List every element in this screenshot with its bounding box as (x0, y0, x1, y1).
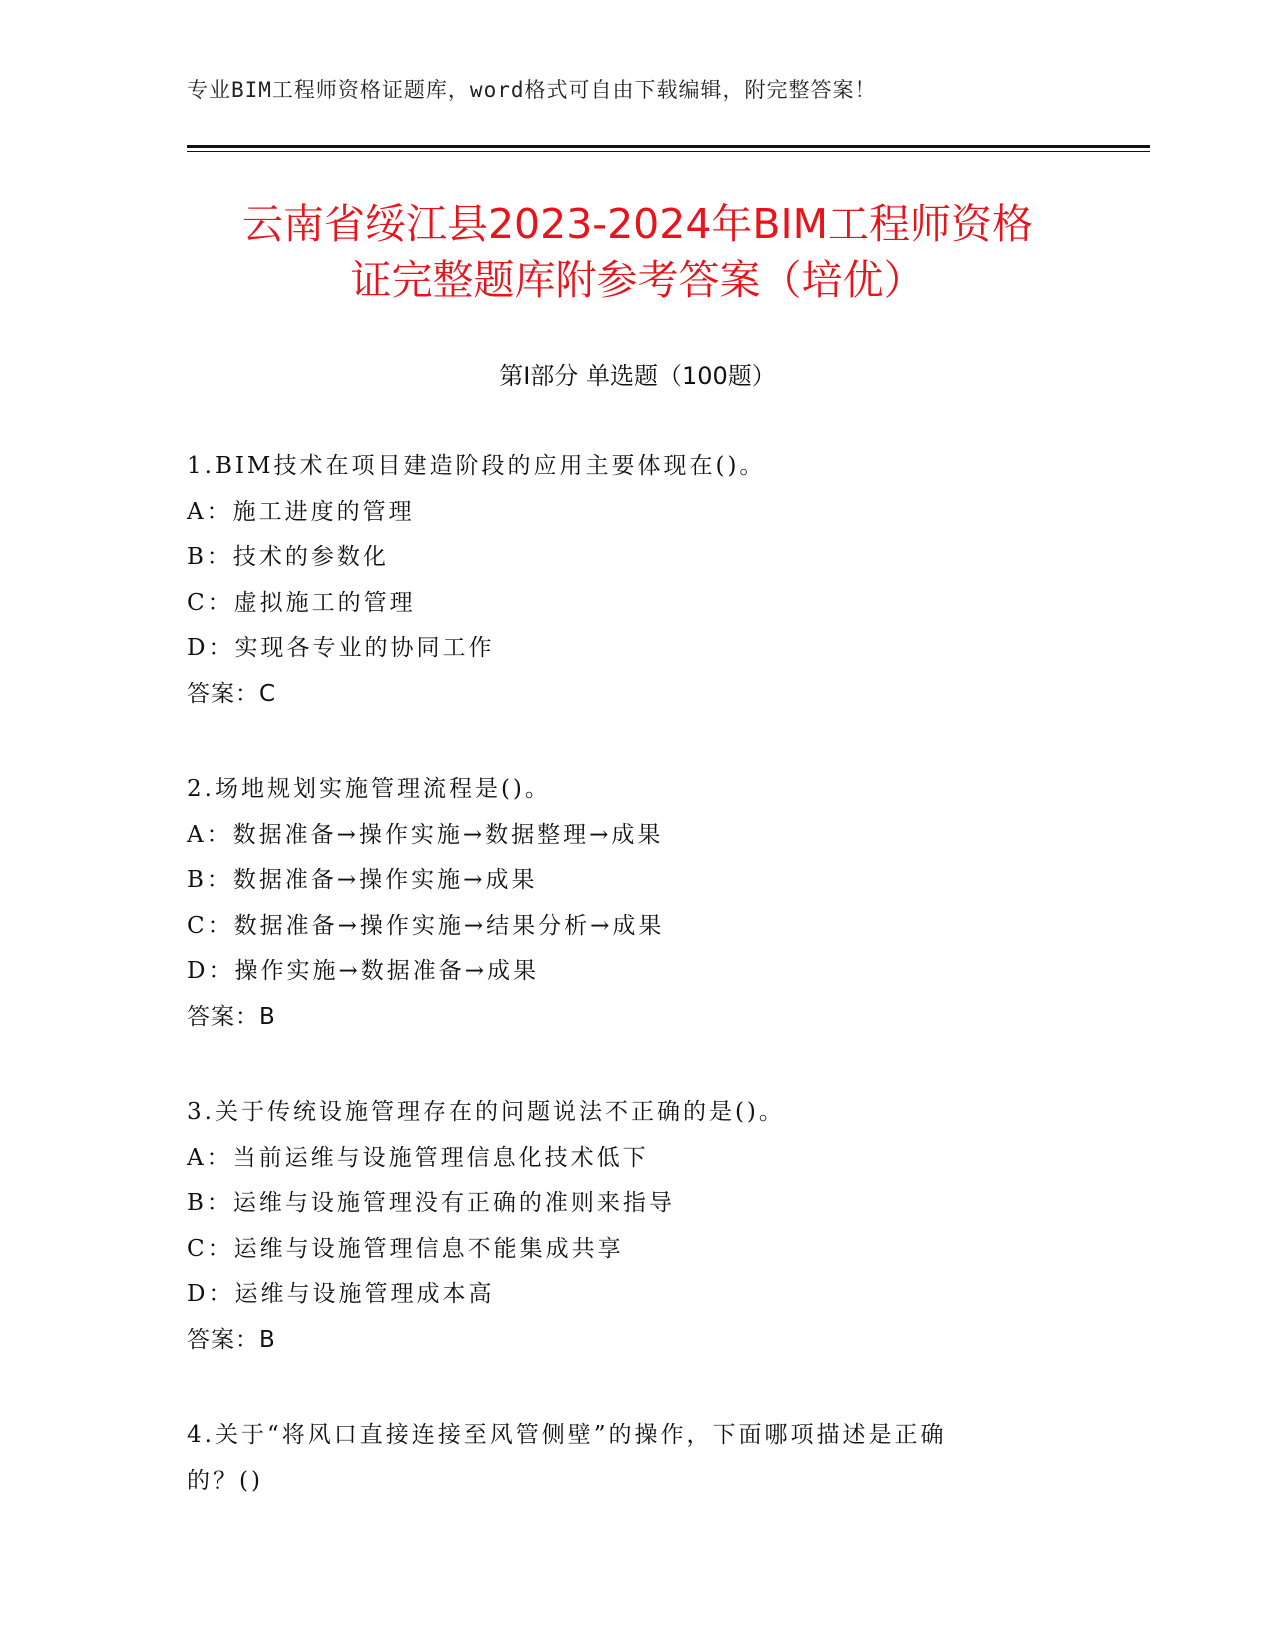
question-list (187, 444, 1087, 1554)
option-c: C：运维与设施管理信息不能集成共享 (187, 1235, 624, 1262)
question-stem: 1.BIM技术在项目建造阶段的应用主要体现在()。 (187, 453, 766, 479)
question-4 (187, 1413, 1087, 1504)
option-a: A：施工进度的管理 (187, 498, 415, 525)
question-3 (187, 1090, 1087, 1363)
question-2 (187, 767, 1087, 1040)
question-stem: 2.场地规划实施管理流程是()。 (187, 776, 551, 802)
answer: 答案：B (187, 1326, 276, 1353)
option-b: B：运维与设施管理没有正确的准则来指导 (187, 1190, 675, 1216)
section-heading: 第Ⅰ部分 单选题（100题） (499, 362, 776, 390)
header-note: 专业BIM工程师资格证题库，word格式可自由下载编辑，附完整答案！ (187, 78, 877, 102)
option-d: D：实现各专业的协同工作 (187, 635, 495, 661)
question-stem-line-1: 4.关于“将风口直接连接至风管侧壁”的操作，下面哪项描述是正确 (187, 1422, 947, 1448)
question-1 (187, 444, 1087, 717)
title-line-2: 证完整题库附参考答案（培优） (350, 256, 925, 304)
option-a: A：当前运维与设施管理信息化技术低下 (187, 1144, 649, 1171)
option-c: C：虚拟施工的管理 (187, 589, 416, 616)
option-b: B：数据准备→操作实施→成果 (187, 867, 538, 893)
option-c: C：数据准备→操作实施→结果分析→成果 (187, 912, 665, 939)
option-d: D：运维与设施管理成本高 (187, 1281, 495, 1307)
question-stem: 3.关于传统设施管理存在的问题说法不正确的是()。 (187, 1099, 785, 1125)
option-b: B：技术的参数化 (187, 544, 389, 570)
header-rule-thick (187, 145, 1150, 148)
option-a: A：数据准备→操作实施→数据整理→成果 (187, 821, 664, 848)
option-d: D：操作实施→数据准备→成果 (187, 958, 539, 984)
question-stem-line-2: 的？() (187, 1467, 263, 1494)
answer: 答案：B (187, 1003, 276, 1030)
document-title (120, 196, 1155, 308)
title-line-1: 云南省绥江县2023-2024年BIM工程师资格 (241, 200, 1034, 248)
header-rule-thin (187, 151, 1150, 152)
answer: 答案：C (187, 680, 277, 707)
